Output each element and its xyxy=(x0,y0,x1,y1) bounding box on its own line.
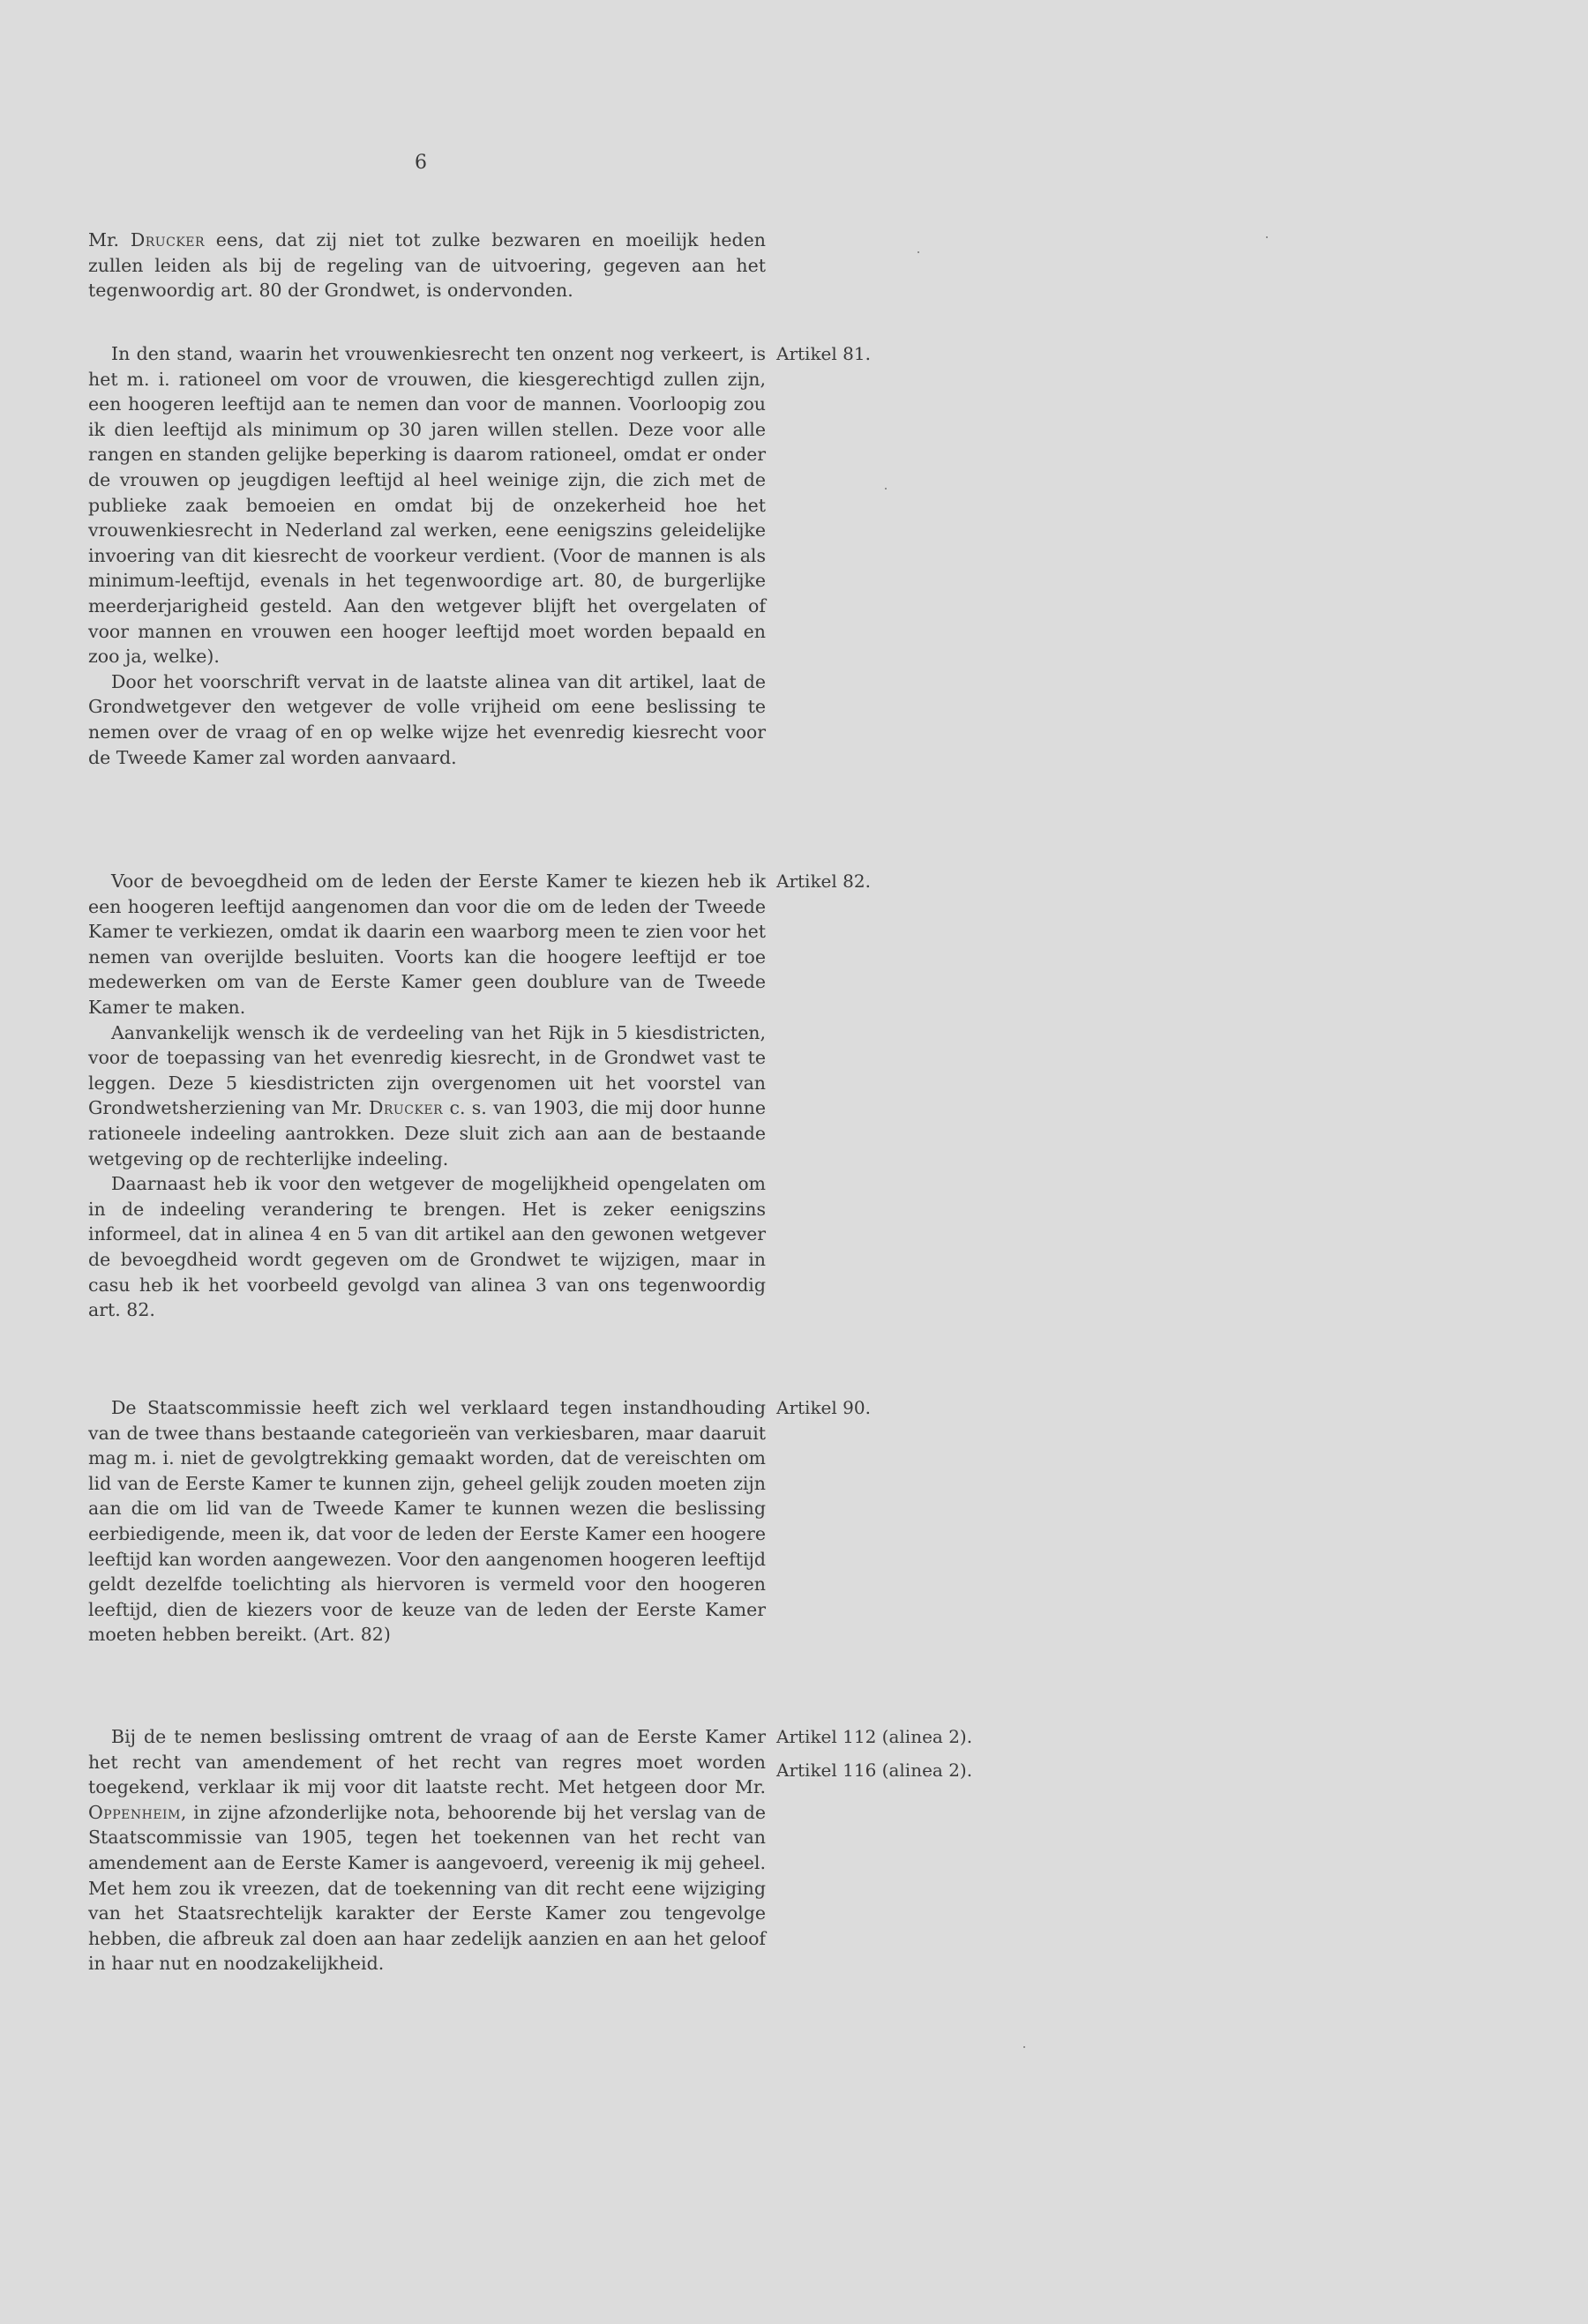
margin-note-artikel-90: Artikel 90. xyxy=(776,1397,871,1418)
paragraph: In den stand, waarin het vrouwenkiesrecht ten onzent nog verkeert, is het m. i. rationeel om voor de vrouwen, die kiesgerechtigd zullen zijn, een hoogeren leeftijd aan te nemen dan voor de mannen. Voorloopig zou ik dien leeftijd als minimum op 30 jaren willen stellen. Deze voor alle rangen en standen gelijke beperking is daarom rationeel, omdat er onder de vrouwen op jeugdigen leeftijd al heel weinige zijn, die zich met de publieke zaak bemoeien en omdat bij de onzekerheid hoe het vrouwenkiesrecht in Nederland zal werken, eene eenigszins geleidelijke invoering van dit kiesrecht de voorkeur verdient. (Voor de mannen is als minimum-leeftijd, evenals in het tegenwoordige art. 80, de burgerlijke meerderjarigheid gesteld. Aan den wetgever blijft het overgelaten of voor mannen en vrouwen een hooger leeftijd moet worden bepaald en zoo ja, welke). xyxy=(88,343,766,668)
page-number: 6 xyxy=(415,152,428,174)
paragraph: Voor de bevoegdheid om de leden der Eerste Kamer te kiezen heb ik een hoogeren leeftijd aangenomen dan voor die om de leden der Tweede Kamer te verkiezen, omdat ik daarin een waarborg meen te zien voor het nemen van overijlde besluiten. Voorts kan die hoogere leeftijd er toe medewerken om van de Eerste Kamer geen doublure van de Tweede Kamer te maken. xyxy=(88,871,766,1018)
paragraph: Mr. Drucker eens, dat zij niet tot zulke bezwaren en moeilijk heden zullen leiden als bij de regeling van de uitvoering, gegeven aan het tegenwoordig art. 80 der Grondwet, is ondervonden. xyxy=(88,229,766,302)
text-block-artikel-90 xyxy=(88,1395,766,1648)
person-name: Drucker xyxy=(368,1097,444,1119)
text-block-artikel-81 xyxy=(88,341,766,770)
scan-speck xyxy=(918,251,919,253)
text-block-intro xyxy=(88,228,766,303)
paragraph: Daarnaast heb ik voor den wetgever de mogelijkheid opengelaten om in de indeeling verandering te brengen. Het is zeker eenigszins informeel, dat in alinea 4 en 5 van dit artikel aan den gewonen wetgever de bevoegdheid wordt gegeven om de Grondwet te wijzigen, maar in casu heb ik het voorbeeld gevolgd van alinea 3 van ons tegenwoordig art. 82. xyxy=(88,1173,766,1321)
margin-note-artikel-116: Artikel 116 (alinea 2). xyxy=(776,1760,973,1781)
scan-speck xyxy=(1266,236,1268,238)
margin-note-artikel-82: Artikel 82. xyxy=(776,871,871,892)
person-name: Oppenheim xyxy=(88,1801,181,1823)
paragraph: Door het voorschrift vervat in de laatste alinea van dit artikel, laat de Grondwetgever den wetgever de volle vrijheid om eene beslissing te nemen over de vraag of en op welke wijze het evenredig kiesrecht voor de Tweede Kamer zal worden aanvaard. xyxy=(88,670,766,768)
paragraph: De Staatscommissie heeft zich wel verklaard tegen instandhouding van de twee thans bestaande categorieën van verkiesbaren, maar daaruit mag m. i. niet de gevolgtrekking gemaakt worden, dat de vereischten om lid van de Eerste Kamer te kunnen zijn, geheel gelijk zouden moeten zijn aan die om lid van de Tweede Kamer te kunnen wezen die beslissing eerbiedigende, meen ik, dat voor de leden der Eerste Kamer een hoogere leeftijd kan worden aangewezen. Voor den aangenomen hoogeren leeftijd geldt dezelfde toelichting als hiervoren is vermeld voor den hoogeren leeftijd, dien de kiezers voor de keuze van de leden der Eerste Kamer moeten hebben bereikt. (Art. 82) xyxy=(88,1397,766,1646)
text-block-artikel-82 xyxy=(88,869,766,1323)
paragraph: Bij de te nemen beslissing omtrent de vraag of aan de Eerste Kamer het recht van amendement of het recht van regres moet worden toegekend, verklaar ik mij voor dit laatste recht. Met hetgeen door Mr. Oppenheim, in zijne afzonderlijke nota, behoorende bij het verslag van de Staatscommissie van 1905, tegen het toekennen van het recht van amendement aan de Eerste Kamer is aangevoerd, vereenig ik mij geheel. Met hem zou ik vreezen, dat de toekenning van dit recht eene wijziging van het Staatsrechtelijk karakter der Eerste Kamer zou tengevolge hebben, die afbreuk zal doen aan haar zedelijk aanzien en aan het geloof in haar nut en noodzakelijkheid. xyxy=(88,1726,766,1975)
margin-note-artikel-112: Artikel 112 (alinea 2). xyxy=(776,1726,973,1747)
scan-speck xyxy=(1023,2046,1025,2048)
margin-note-artikel-81: Artikel 81. xyxy=(776,343,871,364)
person-name: Drucker xyxy=(130,229,206,250)
paragraph: Aanvankelijk wensch ik de verdeeling van het Rijk in 5 kiesdistricten, voor de toepassing van het evenredig kiesrecht, in de Grondwet vast te leggen. Deze 5 kiesdistricten zijn overgenomen uit het voorstel van Grondwetsherziening van Mr. Drucker c. s. van 1903, die mij door hunne rationeele indeeling aantrokken. Deze sluit zich aan aan de bestaande wetgeving op de rechterlijke indeeling. xyxy=(88,1021,766,1169)
scan-speck xyxy=(885,488,887,489)
text-block-artikel-112 xyxy=(88,1724,766,1977)
